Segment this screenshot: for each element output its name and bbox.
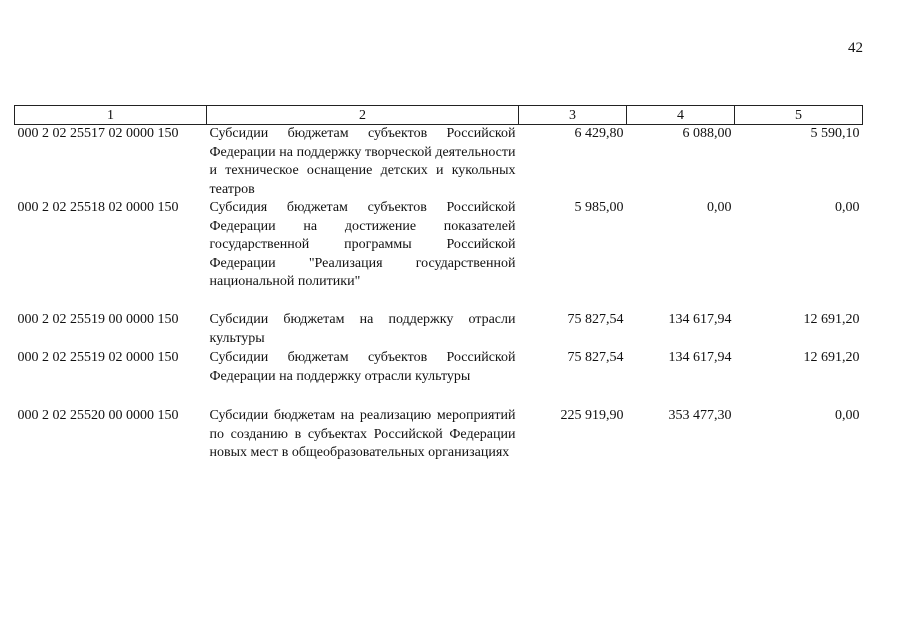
budget-code: 000 2 02 25518 02 0000 150 [17, 200, 179, 215]
value-col-5: 0,00 [835, 408, 860, 423]
value-col-5: 12 691,20 [803, 312, 860, 327]
table-row [15, 349, 863, 407]
budget-code: 000 2 02 25520 00 0000 150 [17, 408, 179, 423]
value-col-4: 134 617,94 [668, 350, 732, 365]
value-col-3: 75 827,54 [567, 312, 624, 327]
budget-code: 000 2 02 25519 02 0000 150 [17, 350, 179, 365]
item-name: Субсидии бюджетам на поддержку отрасли культуры [209, 312, 516, 346]
value-col-5: 5 590,10 [810, 126, 860, 141]
value-col-3: 6 429,80 [574, 126, 624, 141]
item-name: Субсидии бюджетам субъектов Российской Федерации на поддержку отрасли культуры [209, 350, 516, 384]
table-row [15, 407, 863, 481]
value-col-5: 12 691,20 [803, 350, 860, 365]
value-col-4: 0,00 [707, 200, 732, 215]
value-col-4: 134 617,94 [668, 312, 732, 327]
table-row [15, 311, 863, 349]
column-header-5: 5 [735, 106, 863, 125]
column-header-4: 4 [627, 106, 735, 125]
column-header-1: 1 [15, 106, 207, 125]
table-row [15, 125, 863, 200]
value-col-5: 0,00 [835, 200, 860, 215]
page-number: 42 [848, 40, 863, 56]
column-header-2: 2 [207, 106, 519, 125]
header-row [15, 106, 863, 125]
item-name: Субсидии бюджетам на реализацию мероприятий по созданию в субъектах Российской Федерации новых мест в общеобразовательных организациях [209, 408, 516, 460]
column-header-3: 3 [519, 106, 627, 125]
budget-code: 000 2 02 25519 00 0000 150 [17, 312, 179, 327]
value-col-3: 5 985,00 [574, 200, 624, 215]
value-col-3: 225 919,90 [560, 408, 624, 423]
value-col-4: 6 088,00 [682, 126, 732, 141]
budget-table [14, 105, 863, 481]
value-col-3: 75 827,54 [567, 350, 624, 365]
item-name: Субсидии бюджетам субъектов Российской Федерации на поддержку творческой деятельности и техническое оснащение детских и кукольных театров [209, 126, 516, 197]
item-name: Субсидия бюджетам субъектов Российской Федерации на достижение показателей государственной программы Российской Федерации "Реализация государственной национальной политики" [209, 200, 516, 289]
value-col-4: 353 477,30 [668, 408, 732, 423]
table-row [15, 199, 863, 311]
budget-code: 000 2 02 25517 02 0000 150 [17, 126, 179, 141]
